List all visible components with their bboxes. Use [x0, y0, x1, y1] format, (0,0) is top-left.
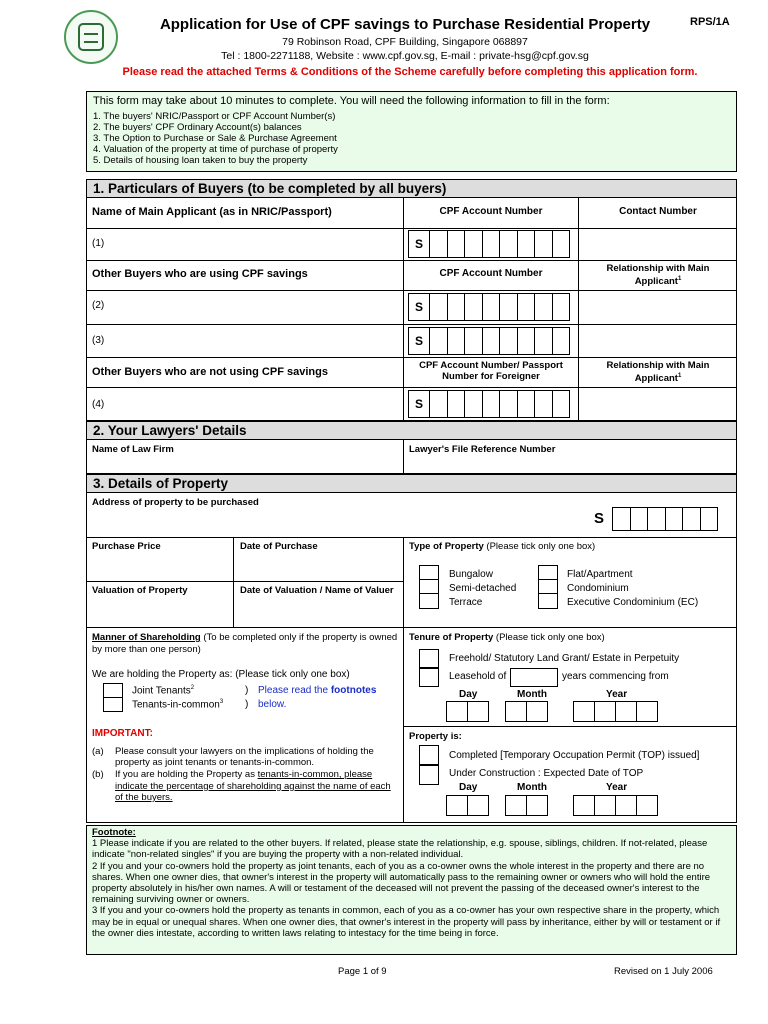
intro-item: 2. The buyers' CPF Ordinary Account(s) balances: [93, 122, 302, 133]
lease-years-input[interactable]: [510, 668, 558, 687]
valuation-label: Valuation of Property: [92, 585, 188, 596]
intro-item: 5. Details of housing loan taken to buy the property: [93, 155, 308, 166]
day-label: Day: [459, 689, 478, 700]
other-noncpf-buyers-label: Other Buyers who are not using CPF savings: [92, 366, 328, 378]
tenants-in-common-label: Tenants-in-common$^3$: [132, 699, 224, 711]
buyer-row-label: (3): [92, 335, 105, 346]
property-type-label: Type of Property (Please tick only one box): [409, 541, 596, 552]
postal-prefix: S: [594, 510, 605, 527]
type-checkbox-ec[interactable]: [538, 593, 558, 609]
year-label: Year: [606, 782, 628, 793]
buyer-row-label: (2): [92, 300, 105, 311]
other-cpf-buyers-label: Other Buyers who are using CPF savings: [92, 268, 308, 280]
month-label: Month: [517, 782, 547, 793]
section-2-header: 2. Your Lawyers' Details: [86, 421, 737, 440]
footnote-title: Footnote:: [92, 827, 136, 838]
cpf-contact: Tel : 1800-2271188, Website : www.cpf.gov.sg, E-mail : private-hsg@cpf.gov.sg: [221, 50, 589, 62]
joint-tenants-checkbox[interactable]: [103, 683, 123, 698]
below-text: below.: [258, 699, 287, 710]
terms-warning: Please read the attached Terms & Conditions of the Scheme carefully before completing this application form.: [122, 66, 698, 78]
footnote-2: 2 If you and your co-owners hold the property as joint tenants, each of you as a co-owner owns the whole interest in the property and there are no shares. When one owner dies, that owner's interest in the property will automatically pass to the remaining owner or owners who will hold the entire property absolutely in his/her own names. A will or testament of the deceased will not prevent the passing of the deceased owner's interest to the remaining surviving owner or owners.: [92, 860, 711, 906]
joint-tenants-label: Joint Tenants$^2$: [132, 685, 195, 697]
section-3-header: 3. Details of Property: [86, 474, 737, 493]
freehold-label: Freehold/ Statutory Land Grant/ Estate in Perpetuity: [449, 653, 680, 664]
years-label: years commencing from: [562, 671, 669, 682]
freehold-checkbox[interactable]: [419, 649, 439, 668]
tenure-label: Tenure of Property (Please tick only one box): [409, 632, 605, 643]
lease-day-input[interactable]: [447, 701, 489, 722]
cpf-account-input-1[interactable]: S: [409, 230, 570, 258]
cpf-account-header: CPF Account Number: [439, 268, 543, 279]
intro-item: 3. The Option to Purchase or Sale & Purchase Agreement: [93, 133, 337, 144]
type-option: Bungalow: [449, 569, 493, 580]
lease-year-input[interactable]: [574, 701, 658, 722]
relationship-header: Relationship with Main Applicant$^1$: [606, 360, 710, 385]
cpf-logo: [64, 10, 118, 64]
top-month-input[interactable]: [506, 795, 548, 816]
completed-label: Completed [Temporary Occupation Permit (TOP) issued]: [449, 750, 700, 761]
manner-shareholding: Manner of Shareholding (To be completed only if the property is owned by more than one person): [92, 632, 398, 655]
intro-item: 1. The buyers' NRIC/Passport or CPF Account Number(s): [93, 111, 336, 122]
main-applicant-label: Name of Main Applicant (as in NRIC/Passport): [92, 206, 332, 218]
cpf-account-header: CPF Account Number: [439, 206, 543, 217]
important-note-b: If you are holding the Property as tenants-in-common, please indicate the percentage of shareholding against the name of each of the buyers.: [115, 769, 391, 803]
top-year-input[interactable]: [574, 795, 658, 816]
type-checkbox-terrace[interactable]: [419, 593, 439, 609]
cpf-account-input-4[interactable]: S: [409, 390, 570, 418]
contact-number-header: Contact Number: [619, 206, 697, 217]
purchase-price-label: Purchase Price: [92, 541, 161, 552]
page-number: Page 1 of 9: [338, 966, 387, 977]
important-note-a: Please consult your lawyers on the implications of holding the property as joint tenants or tenants-in-common.: [115, 746, 374, 768]
type-option: Terrace: [449, 597, 483, 608]
property-address-label: Address of property to be purchased: [92, 497, 259, 508]
completed-checkbox[interactable]: [419, 745, 439, 765]
leasehold-label: Leasehold of: [449, 671, 507, 682]
holding-label: We are holding the Property as: (Please tick only one box): [92, 669, 350, 680]
property-status-label: Property is:: [409, 731, 462, 742]
buyer-row-label: (1): [92, 238, 105, 249]
footnote-box: [86, 825, 737, 955]
day-label: Day: [459, 782, 478, 793]
law-firm-label: Name of Law Firm: [92, 444, 174, 455]
under-construction-label: Under Construction : Expected Date of TOP: [449, 768, 644, 779]
type-option: Flat/Apartment: [567, 569, 633, 580]
top-day-input[interactable]: [447, 795, 489, 816]
relationship-header: Relationship with Main Applicant$^1$: [606, 263, 710, 288]
cpf-address: 79 Robinson Road, CPF Building, Singapore 068897: [282, 36, 528, 48]
cpf-passport-header: CPF Account Number/ Passport Number for Foreigner: [419, 360, 563, 382]
type-option: Condominium: [567, 583, 629, 594]
date-purchase-label: Date of Purchase: [240, 541, 318, 552]
year-label: Year: [606, 689, 628, 700]
important-label: IMPORTANT:: [92, 728, 153, 739]
intro-item: 4. Valuation of the property at time of purchase of property: [93, 144, 338, 155]
intro-box: [86, 91, 737, 172]
form-title: Application for Use of CPF savings to Purchase Residential Property: [159, 16, 651, 33]
footnote-1: 1 Please indicate if you are related to the other buyers. If related, please state the relationship, e.g. spouse, siblings, children. If not-related, please indicate "non-related singles" if you are buying the property with a non-related individual.: [92, 838, 708, 861]
buyer-row-label: (4): [92, 399, 105, 410]
lease-month-input[interactable]: [506, 701, 548, 722]
revision-date: Revised on 1 July 2006: [614, 966, 713, 977]
type-option: Semi-detached: [449, 583, 517, 594]
tenants-in-common-checkbox[interactable]: [103, 697, 123, 712]
postal-code-input[interactable]: [613, 507, 718, 531]
intro-lead: This form may take about 10 minutes to complete. You will need the following information to fill in the form:: [93, 95, 610, 107]
date-valuation-label: Date of Valuation / Name of Valuer: [240, 585, 394, 596]
footnotes-link[interactable]: Please read the footnotes: [258, 685, 377, 696]
cpf-crest-icon: [78, 23, 104, 51]
form-code: RPS/1A: [690, 16, 730, 28]
under-construction-checkbox[interactable]: [419, 765, 439, 785]
section-1-header: 1. Particulars of Buyers (to be completed by all buyers): [86, 179, 737, 198]
cpf-account-input-3[interactable]: S: [409, 327, 570, 355]
month-label: Month: [517, 689, 547, 700]
cpf-account-input-2[interactable]: S: [409, 293, 570, 321]
type-option: Executive Condominium (EC): [567, 597, 699, 608]
footnote-3: 3 If you and your co-owners hold the property as tenants in common, each of you as a co-owner has your own respective share in the property, which may be in equal or unequal shares. When one owner dies, that owner's interest in the property will pass by inheritance, either by will or testament or if the owner dies intestate, according to written laws relating to intestacy for the time being in force.: [92, 905, 721, 939]
file-ref-label: Lawyer's File Reference Number: [409, 444, 556, 455]
leasehold-checkbox[interactable]: [419, 668, 439, 687]
